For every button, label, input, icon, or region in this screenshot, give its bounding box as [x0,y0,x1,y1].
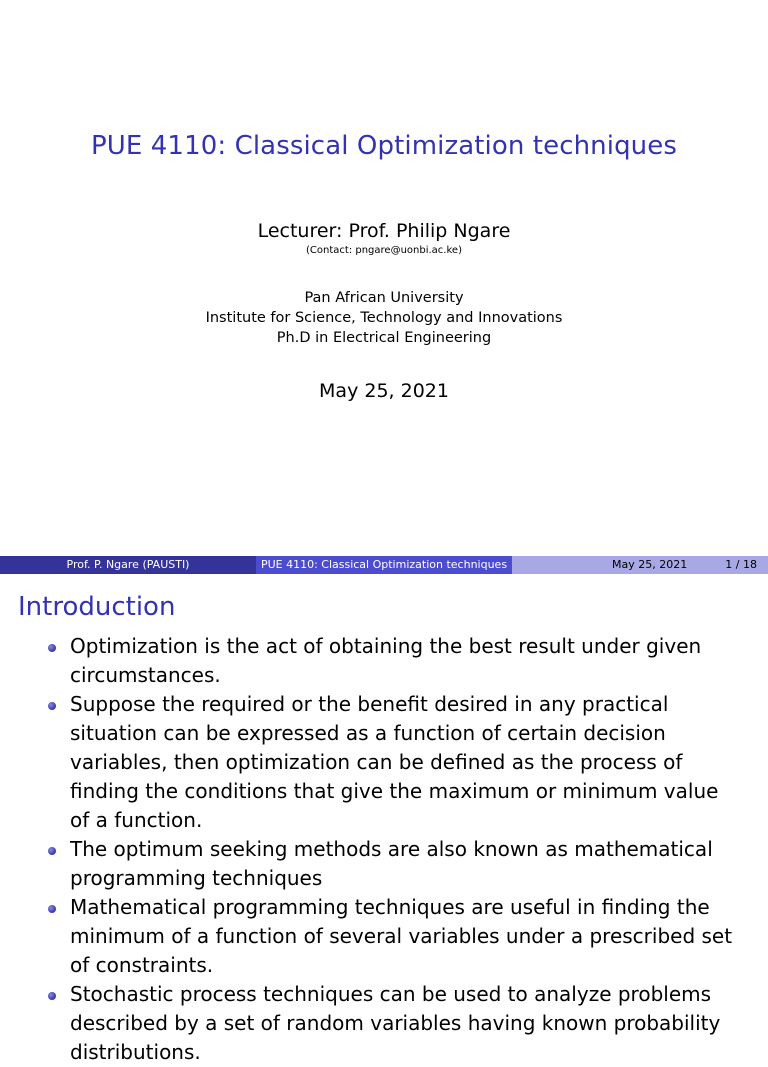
list-item [0,690,768,835]
bullet-text: Stochastic process techniques can be used to analyze problems described by a set of random variables having known probability distributions. [70,982,721,1064]
institution-line: Ph.D in Electrical Engineering [276,330,492,346]
bullet-icon [48,905,56,913]
footer-meta [512,556,768,574]
bullet-list [0,632,768,1067]
bullet-text: Suppose the required or the benefit desired in any practical situation can be expressed as a function of certain decision variables, then optimization can be defined as the process of finding the conditions that give the maximum or minimum value of a function. [70,692,719,832]
introduction-slide [0,574,768,1064]
list-item [0,893,768,980]
slide-footer [0,556,768,574]
presentation-title: PUE 4110: Classical Optimization techniques [90,131,677,161]
institution-line: Institute for Science, Technology and Innovations [205,310,563,326]
frame-title: Introduction [18,592,176,622]
presentation-date: May 25, 2021 [319,380,449,402]
footer-author: Prof. P. Ngare (PAUSTI) [0,556,256,574]
list-item [0,835,768,893]
list-item [0,632,768,690]
bullet-icon [48,847,56,855]
bullet-text: The optimum seeking methods are also known as mathematical programming techniques [70,837,713,890]
lecturer-name: Lecturer: Prof. Philip Ngare [257,220,511,242]
list-item [0,980,768,1067]
bullet-text: Optimization is the act of obtaining the best result under given circumstances. [70,634,702,687]
institution-line: Pan African University [304,290,464,306]
bullet-icon [48,644,56,652]
footer-title: PUE 4110: Classical Optimization techniques [256,556,512,574]
footer-date: May 25, 2021 [612,558,688,571]
contact-email: (Contact: pngare@uonbi.ac.ke) [306,245,462,256]
bullet-icon [48,992,56,1000]
bullet-text: Mathematical programming techniques are useful in finding the minimum of a function of several variables under a prescribed set of constraints. [70,895,733,977]
bullet-icon [48,702,56,710]
footer-page-number: 1 / 18 [725,558,757,571]
